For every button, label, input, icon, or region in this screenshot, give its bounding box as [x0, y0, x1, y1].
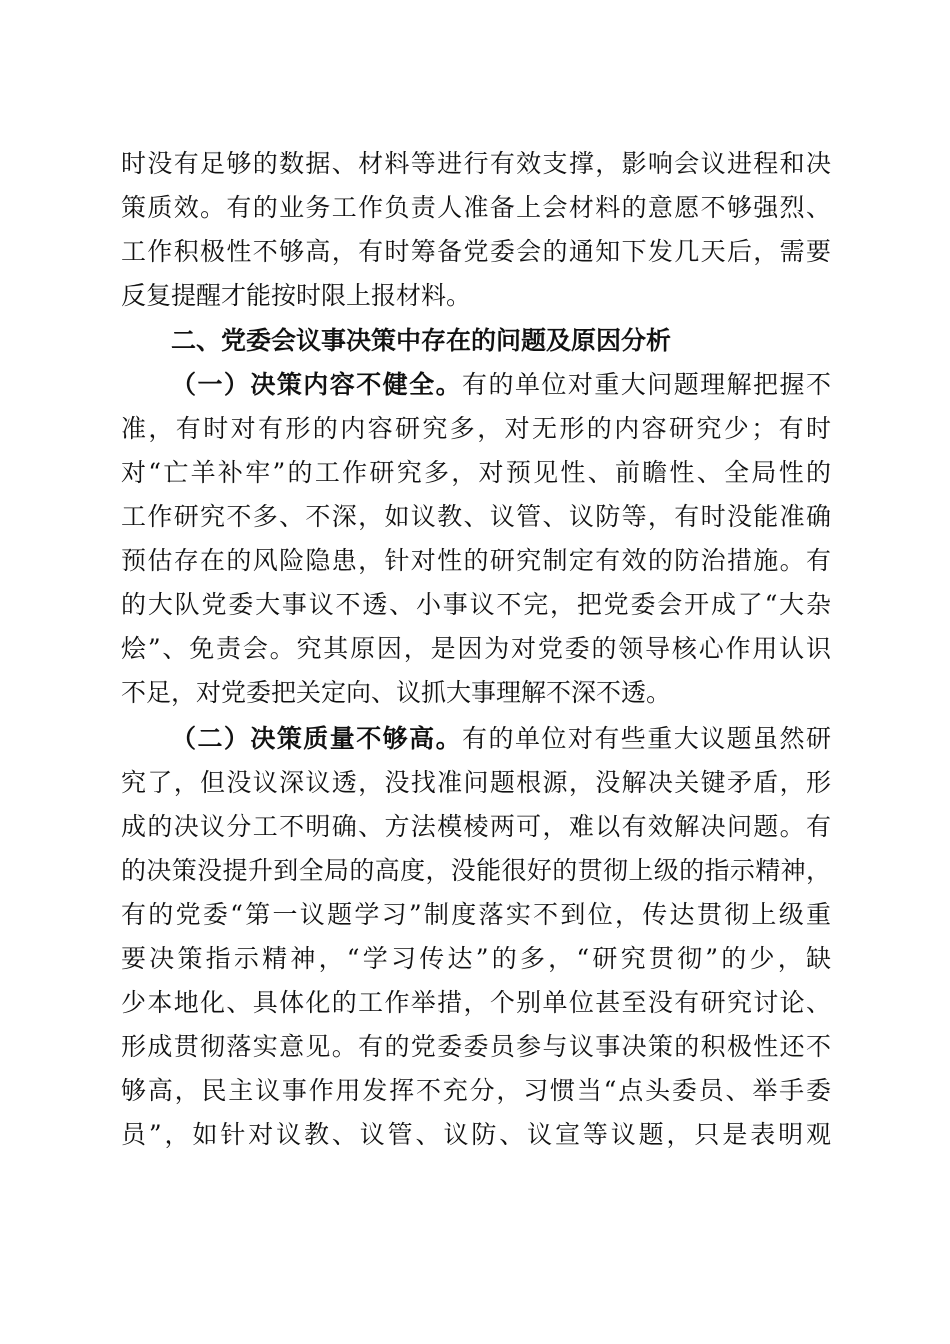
body-line: 员”，如针对议教、议管、议防、议宣等议题，只是表明观	[121, 1120, 831, 1149]
body-line: 的大队党委大事议不透、小事议不完，把党委会开成了“大杂	[121, 590, 831, 619]
body-line: 烩”、免责会。究其原因，是因为对党委的领导核心作用认识	[121, 634, 831, 663]
body-line: 有的党委“第一议题学习”制度落实不到位，传达贯彻上级重	[121, 900, 831, 929]
paragraph-lead-heading: （二）决策质量不够高。	[171, 724, 463, 753]
body-line: 策质效。有的业务工作负责人准备上会材料的意愿不够强烈、	[121, 193, 831, 222]
paragraph-first-line	[171, 716, 831, 762]
body-line: 的决策没提升到全局的高度，没能很好的贯彻上级的指示精神，	[121, 856, 831, 885]
paragraph-first-line	[171, 362, 831, 408]
body-line: 少本地化、具体化的工作举措，个别单位甚至没有研究讨论、	[121, 988, 831, 1017]
body-line: 形成贯彻落实意见。有的党委委员参与议事决策的积极性还不	[121, 1032, 831, 1061]
body-line: 不足，对党委把关定向、议抓大事理解不深不透。	[121, 678, 672, 707]
paragraph-first-line-text: 有的单位对重大问题理解把握不	[462, 370, 831, 399]
paragraph-lead-heading: （一）决策内容不健全。	[171, 370, 463, 399]
body-line: 时没有足够的数据、材料等进行有效支撑，影响会议进程和决	[121, 149, 831, 178]
body-line: 反复提醒才能按时限上报材料。	[121, 281, 472, 310]
body-line: 预估存在的风险隐患，针对性的研究制定有效的防治措施。有	[121, 546, 831, 575]
body-line: 对“亡羊补牢”的工作研究多，对预见性、前瞻性、全局性的	[121, 458, 831, 487]
paragraph-first-line-text: 有的单位对有些重大议题虽然研	[462, 724, 831, 753]
section-heading: 二、党委会议事决策中存在的问题及原因分析	[171, 326, 672, 355]
body-line: 准，有时对有形的内容研究多，对无形的内容研究少；有时	[121, 414, 831, 443]
body-line: 成的决议分工不明确、方法模棱两可，难以有效解决问题。有	[121, 812, 831, 841]
body-line: 工作积极性不够高，有时筹备党委会的通知下发几天后，需要	[121, 237, 831, 266]
body-line: 工作研究不多、不深，如议教、议管、议防等，有时没能准确	[121, 502, 831, 531]
body-line: 够高，民主议事作用发挥不充分，习惯当“点头委员、举手委	[121, 1076, 831, 1105]
body-line: 究了，但没议深议透，没找准问题根源，没解决关键矛盾，形	[121, 768, 831, 797]
body-line: 要决策指示精神，“学习传达”的多，“研究贯彻”的少，缺	[121, 944, 831, 973]
